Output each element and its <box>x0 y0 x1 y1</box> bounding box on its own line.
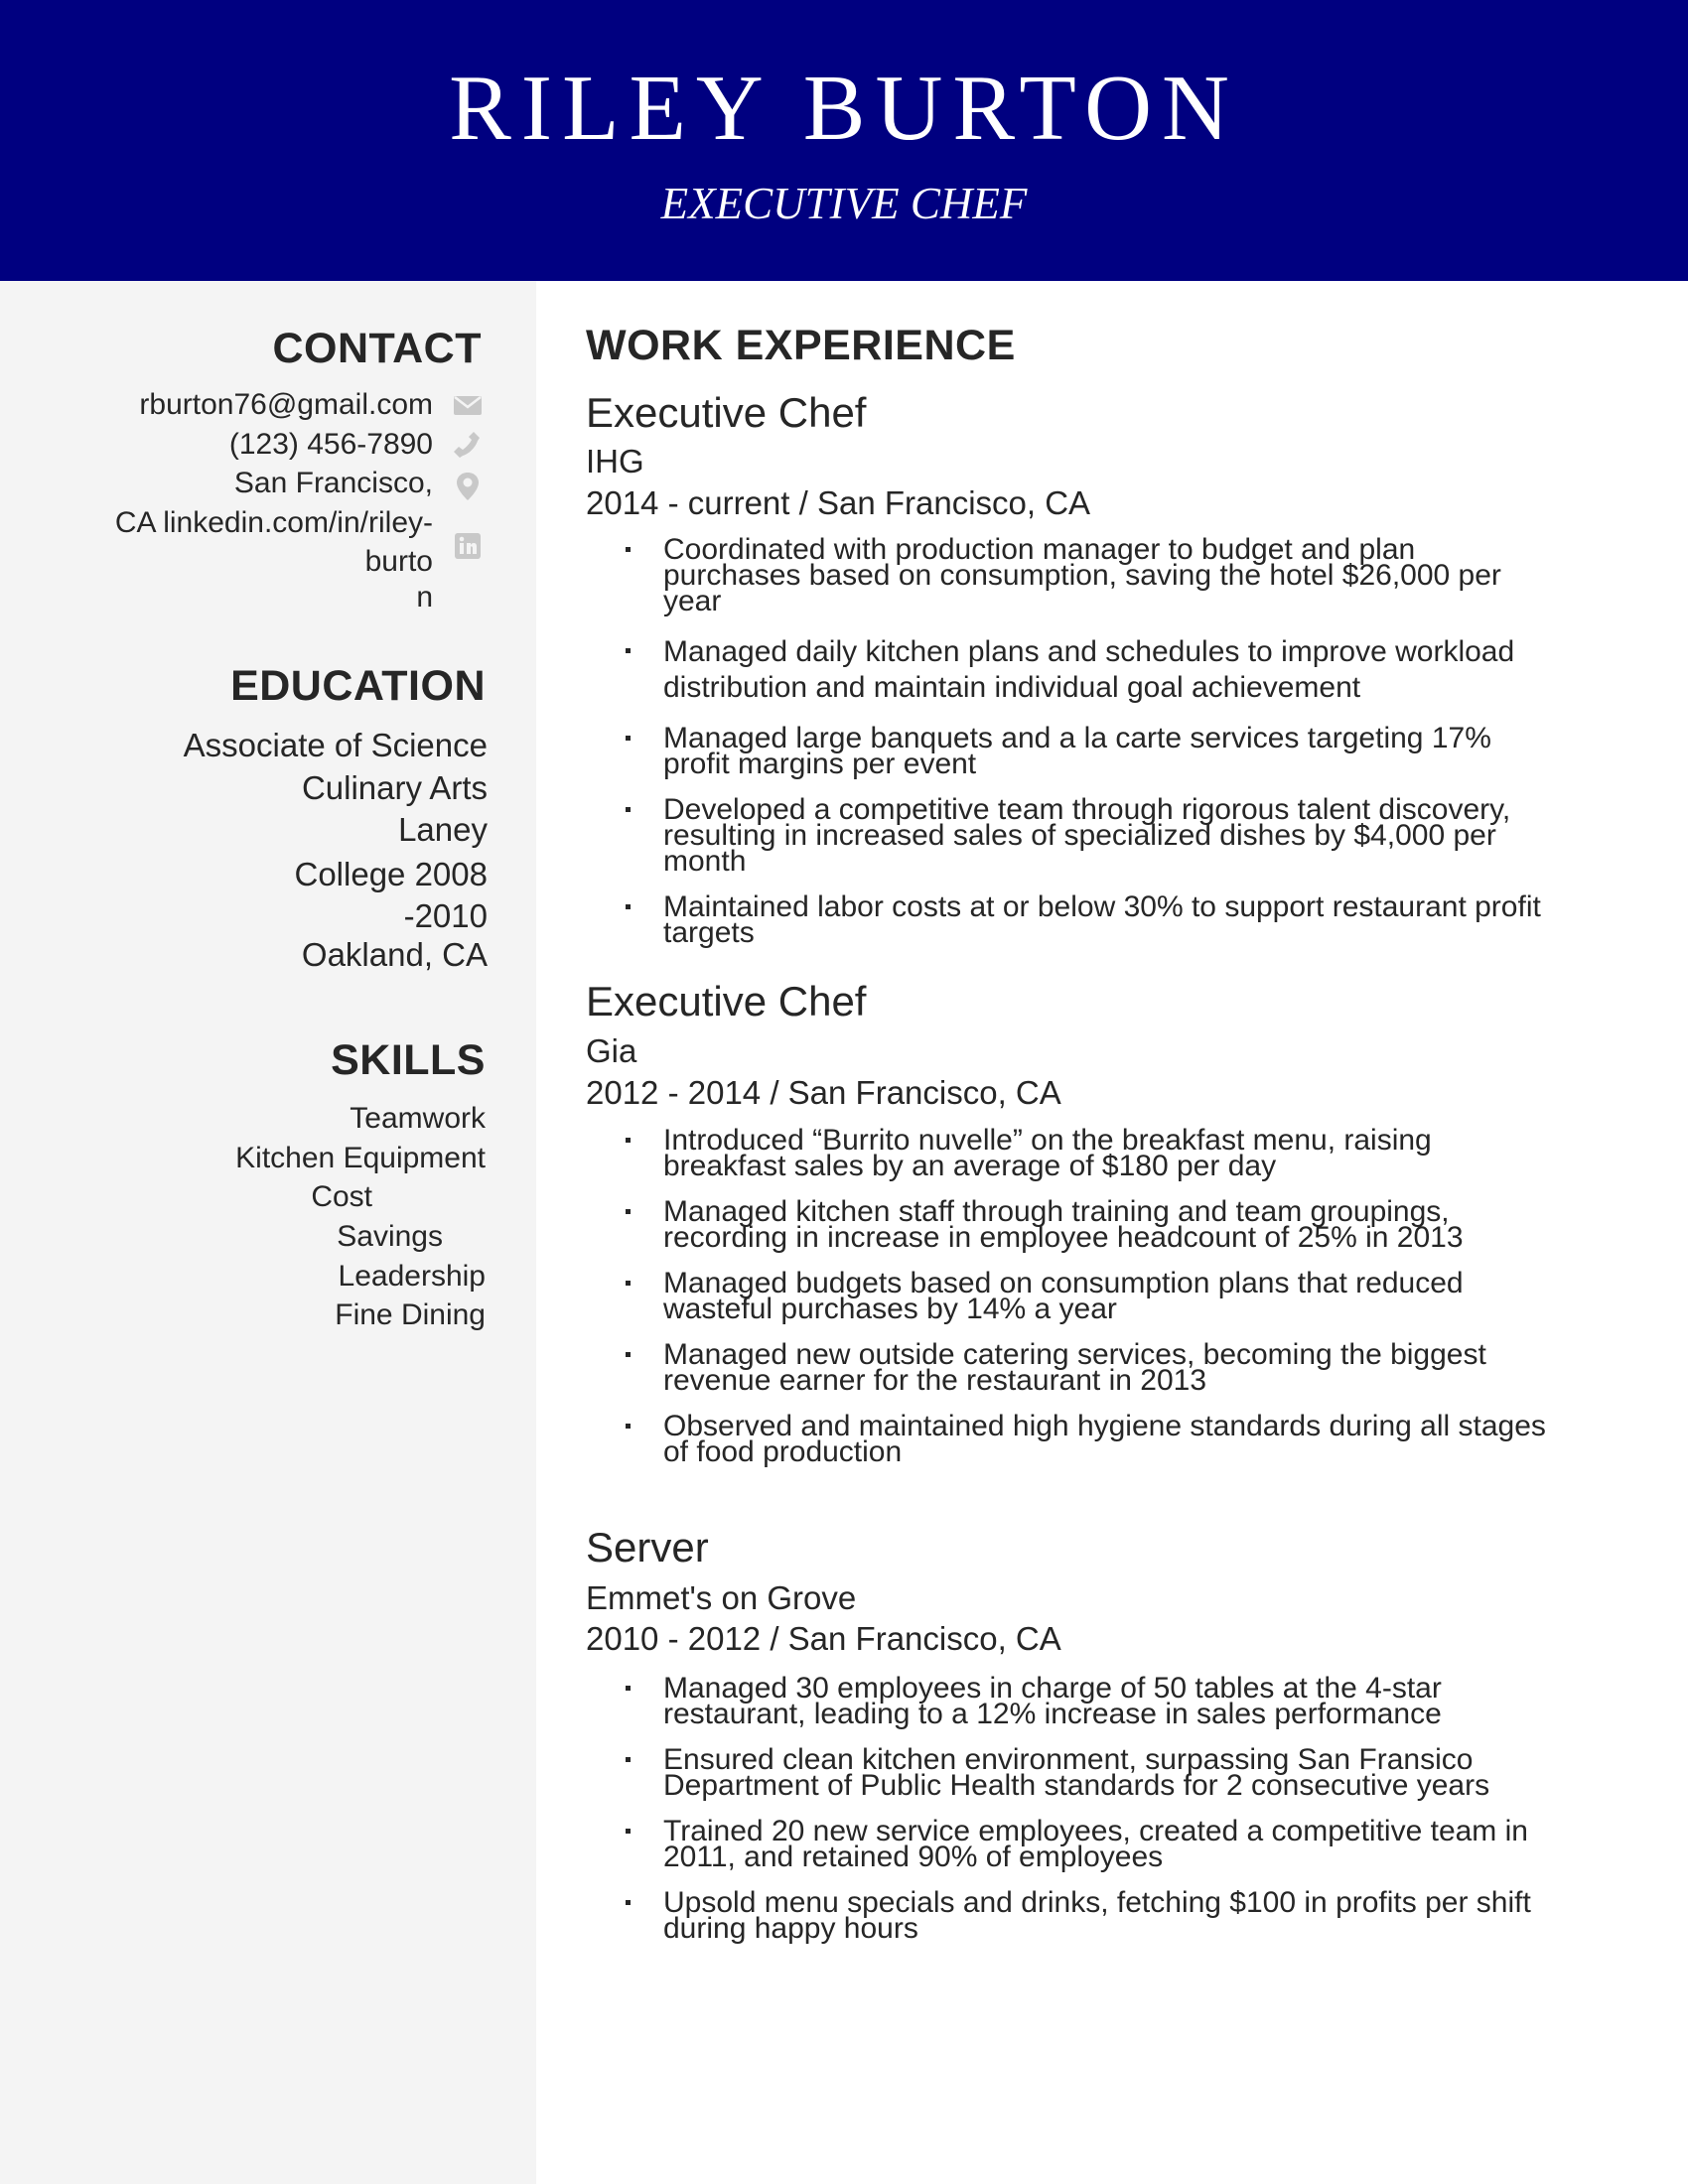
skill-item: Fine Dining <box>335 1298 486 1331</box>
contact-linkedin-line1[interactable]: CA linkedin.com/in/riley- <box>114 506 433 539</box>
skill-item: Leadership <box>338 1260 486 1293</box>
education-heading: EDUCATION <box>230 662 486 710</box>
job-company: Gia <box>586 1032 637 1069</box>
job-bullet: Trained 20 new service employees, created a competitive team in 2011, and retained 90% of employees <box>626 1819 1549 1870</box>
bullet-marker <box>626 736 631 741</box>
bullet-marker <box>626 807 631 812</box>
job-title: Server <box>586 1524 709 1570</box>
linkedin-icon <box>452 530 484 562</box>
skill-item: Savings <box>337 1220 443 1253</box>
job-bullets <box>626 533 1549 966</box>
contact-city: San Francisco, <box>233 467 433 499</box>
job-dates: 2014 - current / San Francisco, CA <box>586 484 1091 521</box>
bullet-marker <box>626 1900 631 1905</box>
education-degree: Associate of Science <box>183 727 488 763</box>
contact-heading: CONTACT <box>272 325 482 372</box>
bullet-marker <box>626 1209 631 1214</box>
job-bullet: Managed large banquets and a la carte services targeting 17% profit margins per event <box>626 726 1549 777</box>
job-bullet: Introduced “Burrito nuvelle” on the breakfast menu, raising breakfast sales by an average of $180 per day <box>626 1128 1549 1179</box>
candidate-name: RILEY BURTON <box>449 57 1239 160</box>
job-bullets <box>626 1124 1549 1485</box>
contact-linkedin-line2[interactable]: burto <box>364 545 433 578</box>
job-bullet: Ensured clean kitchen environment, surpassing San Fransico Department of Public Health standards for 2 consecutive years <box>626 1747 1549 1799</box>
job-bullet: Developed a competitive team through rigorous talent discovery, resulting in increased sales of specialized dishes by $4,000 per month <box>626 797 1549 875</box>
work-experience-heading: WORK EXPERIENCE <box>586 322 1016 369</box>
bullet-marker <box>626 648 631 653</box>
job-bullet: Managed new outside catering services, becoming the biggest revenue earner for the restaurant in 2013 <box>626 1342 1549 1394</box>
bullet-marker <box>626 1281 631 1286</box>
job-bullet: Managed 30 employees in charge of 50 tables at the 4-star restaurant, leading to a 12% increase in sales performance <box>626 1676 1549 1727</box>
job-company: IHG <box>586 443 644 479</box>
job-title: Executive Chef <box>586 978 867 1024</box>
job-bullet: Managed budgets based on consumption plans that reduced wasteful purchases by 14% a year <box>626 1271 1549 1322</box>
job-bullet: Managed kitchen staff through training and team groupings, recording in increase in employee headcount of 25% in 2013 <box>626 1199 1549 1251</box>
job-dates: 2012 - 2014 / San Francisco, CA <box>586 1074 1061 1111</box>
bullet-marker <box>626 1424 631 1429</box>
job-bullet: Observed and maintained high hygiene standards during all stages of food production <box>626 1414 1549 1465</box>
job-bullet: Maintained labor costs at or below 30% to support restaurant profit targets <box>626 894 1549 946</box>
skill-item: Kitchen Equipment <box>235 1142 486 1174</box>
education-school-dates: College 2008 <box>294 856 488 892</box>
bullet-marker <box>626 1757 631 1762</box>
job-bullet: Managed daily kitchen plans and schedules to improve workload distribution and maintain individual goal achievement <box>626 634 1549 706</box>
bullet-marker <box>626 1352 631 1357</box>
bullet-marker <box>626 1138 631 1143</box>
job-title: Executive Chef <box>586 389 867 436</box>
bullet-marker <box>626 547 631 552</box>
phone-icon <box>452 429 484 461</box>
bullet-marker <box>626 904 631 909</box>
skill-item: Cost <box>311 1180 372 1213</box>
bullet-marker <box>626 1829 631 1834</box>
header-banner <box>0 0 1688 281</box>
education-location: Oakland, CA <box>301 936 488 973</box>
job-bullets <box>626 1672 1549 1962</box>
education-school: Laney <box>398 811 488 848</box>
job-bullet: Upsold menu specials and drinks, fetching $100 in profits per shift during happy hours <box>626 1890 1549 1942</box>
candidate-title: EXECUTIVE CHEF <box>660 179 1028 228</box>
job-company: Emmet's on Grove <box>586 1579 857 1616</box>
education-field: Culinary Arts <box>301 769 488 806</box>
job-bullet: Coordinated with production manager to budget and plan purchases based on consumption, saving the hotel $26,000 per year <box>626 537 1549 614</box>
envelope-icon <box>452 389 484 421</box>
education-dates-end: -2010 <box>403 897 488 934</box>
skill-item: Teamwork <box>350 1102 486 1135</box>
contact-email[interactable]: rburton76@gmail.com <box>139 388 433 421</box>
contact-phone[interactable]: (123) 456-7890 <box>228 428 433 461</box>
map-pin-icon <box>452 471 484 502</box>
contact-linkedin-line3[interactable]: n <box>416 581 433 614</box>
job-dates: 2010 - 2012 / San Francisco, CA <box>586 1620 1061 1657</box>
skills-heading: SKILLS <box>331 1036 486 1084</box>
bullet-marker <box>626 1686 631 1691</box>
